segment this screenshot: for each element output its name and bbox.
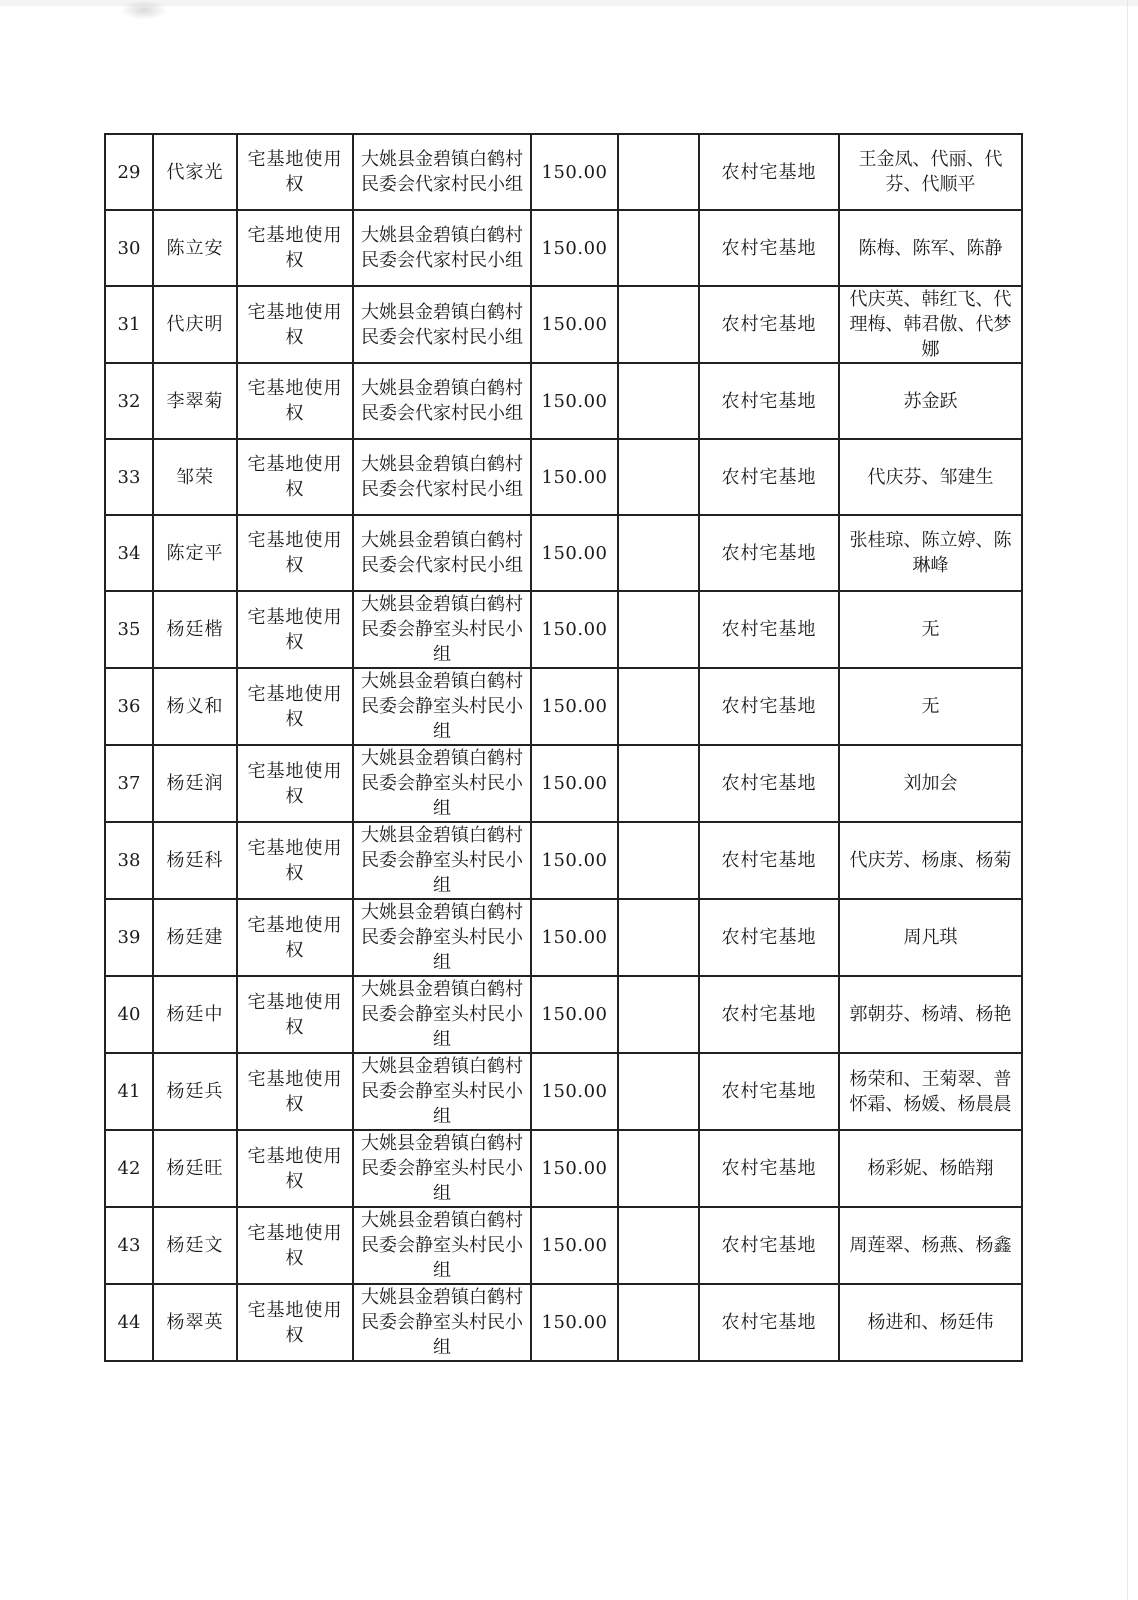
area-cell: 150.00 — [531, 1130, 618, 1207]
location-cell: 大姚县金碧镇白鹤村民委会静室头村民小组 — [353, 1130, 531, 1207]
blank-cell — [618, 1284, 699, 1361]
area-cell: 150.00 — [531, 591, 618, 668]
table-row — [105, 745, 1022, 822]
right-holder-name-cell: 李翠菊 — [153, 363, 237, 439]
blank-cell — [618, 976, 699, 1053]
right-type-cell: 宅基地使用权 — [237, 668, 353, 745]
blank-cell — [618, 591, 699, 668]
location-cell: 大姚县金碧镇白鹤村民委会静室头村民小组 — [353, 591, 531, 668]
table-row — [105, 1207, 1022, 1284]
area-cell: 150.00 — [531, 976, 618, 1053]
row-number-cell: 42 — [105, 1130, 153, 1207]
land-use-cell: 农村宅基地 — [699, 1130, 839, 1207]
right-holder-name-cell: 杨廷润 — [153, 745, 237, 822]
land-use-cell: 农村宅基地 — [699, 1284, 839, 1361]
land-use-cell: 农村宅基地 — [699, 210, 839, 286]
area-cell: 150.00 — [531, 1207, 618, 1284]
table-row — [105, 899, 1022, 976]
location-cell: 大姚县金碧镇白鹤村民委会代家村民小组 — [353, 363, 531, 439]
blank-cell — [618, 134, 699, 210]
location-cell: 大姚县金碧镇白鹤村民委会静室头村民小组 — [353, 976, 531, 1053]
right-holder-name-cell: 杨廷兵 — [153, 1053, 237, 1130]
right-type-cell: 宅基地使用权 — [237, 1130, 353, 1207]
co-holders-cell: 王金凤、代丽、代芬、代顺平 — [839, 134, 1022, 210]
co-holders-cell: 张桂琼、陈立婷、陈琳峰 — [839, 515, 1022, 591]
blank-cell — [618, 286, 699, 363]
row-number-cell: 34 — [105, 515, 153, 591]
location-cell: 大姚县金碧镇白鹤村民委会静室头村民小组 — [353, 1053, 531, 1130]
table-row — [105, 439, 1022, 515]
land-use-cell: 农村宅基地 — [699, 286, 839, 363]
row-number-cell: 41 — [105, 1053, 153, 1130]
area-cell: 150.00 — [531, 363, 618, 439]
blank-cell — [618, 745, 699, 822]
co-holders-cell: 杨进和、杨廷伟 — [839, 1284, 1022, 1361]
right-type-cell: 宅基地使用权 — [237, 286, 353, 363]
blank-cell — [618, 668, 699, 745]
area-cell: 150.00 — [531, 439, 618, 515]
right-holder-name-cell: 代庆明 — [153, 286, 237, 363]
location-cell: 大姚县金碧镇白鹤村民委会静室头村民小组 — [353, 668, 531, 745]
right-type-cell: 宅基地使用权 — [237, 745, 353, 822]
area-cell: 150.00 — [531, 1284, 618, 1361]
location-cell: 大姚县金碧镇白鹤村民委会代家村民小组 — [353, 210, 531, 286]
location-cell: 大姚县金碧镇白鹤村民委会静室头村民小组 — [353, 822, 531, 899]
co-holders-cell: 无 — [839, 668, 1022, 745]
location-cell: 大姚县金碧镇白鹤村民委会代家村民小组 — [353, 286, 531, 363]
table-row — [105, 286, 1022, 363]
co-holders-cell: 周莲翠、杨燕、杨鑫 — [839, 1207, 1022, 1284]
row-number-cell: 43 — [105, 1207, 153, 1284]
table-row — [105, 591, 1022, 668]
table-row — [105, 976, 1022, 1053]
location-cell: 大姚县金碧镇白鹤村民委会静室头村民小组 — [353, 1207, 531, 1284]
location-cell: 大姚县金碧镇白鹤村民委会静室头村民小组 — [353, 899, 531, 976]
right-holder-name-cell: 杨翠英 — [153, 1284, 237, 1361]
row-number-cell: 39 — [105, 899, 153, 976]
co-holders-cell: 陈梅、陈军、陈静 — [839, 210, 1022, 286]
right-holder-name-cell: 代家光 — [153, 134, 237, 210]
area-cell: 150.00 — [531, 1053, 618, 1130]
right-type-cell: 宅基地使用权 — [237, 1207, 353, 1284]
land-use-cell: 农村宅基地 — [699, 591, 839, 668]
location-cell: 大姚县金碧镇白鹤村民委会静室头村民小组 — [353, 1284, 531, 1361]
table-body — [105, 134, 1022, 1361]
co-holders-cell: 周凡琪 — [839, 899, 1022, 976]
row-number-cell: 44 — [105, 1284, 153, 1361]
right-holder-name-cell: 杨廷中 — [153, 976, 237, 1053]
row-number-cell: 32 — [105, 363, 153, 439]
table-row — [105, 134, 1022, 210]
co-holders-cell: 刘加会 — [839, 745, 1022, 822]
right-type-cell: 宅基地使用权 — [237, 1284, 353, 1361]
row-number-cell: 37 — [105, 745, 153, 822]
blank-cell — [618, 210, 699, 286]
right-holder-name-cell: 杨廷文 — [153, 1207, 237, 1284]
row-number-cell: 40 — [105, 976, 153, 1053]
land-use-cell: 农村宅基地 — [699, 822, 839, 899]
land-use-cell: 农村宅基地 — [699, 1053, 839, 1130]
right-holder-name-cell: 杨廷旺 — [153, 1130, 237, 1207]
right-type-cell: 宅基地使用权 — [237, 515, 353, 591]
table-row — [105, 1284, 1022, 1361]
blank-cell — [618, 1053, 699, 1130]
row-number-cell: 33 — [105, 439, 153, 515]
row-number-cell: 35 — [105, 591, 153, 668]
table-row — [105, 668, 1022, 745]
row-number-cell: 29 — [105, 134, 153, 210]
table-row — [105, 1130, 1022, 1207]
co-holders-cell: 杨荣和、王菊翠、普怀霜、杨媛、杨晨晨 — [839, 1053, 1022, 1130]
co-holders-cell: 代庆芳、杨康、杨菊 — [839, 822, 1022, 899]
right-type-cell: 宅基地使用权 — [237, 134, 353, 210]
table-row — [105, 515, 1022, 591]
location-cell: 大姚县金碧镇白鹤村民委会代家村民小组 — [353, 515, 531, 591]
land-use-cell: 农村宅基地 — [699, 668, 839, 745]
land-use-cell: 农村宅基地 — [699, 363, 839, 439]
row-number-cell: 31 — [105, 286, 153, 363]
blank-cell — [618, 363, 699, 439]
co-holders-cell: 苏金跃 — [839, 363, 1022, 439]
right-type-cell: 宅基地使用权 — [237, 591, 353, 668]
blank-cell — [618, 1207, 699, 1284]
land-use-cell: 农村宅基地 — [699, 1207, 839, 1284]
right-type-cell: 宅基地使用权 — [237, 822, 353, 899]
table-row — [105, 210, 1022, 286]
right-holder-name-cell: 杨廷楷 — [153, 591, 237, 668]
right-holder-name-cell: 杨廷科 — [153, 822, 237, 899]
blank-cell — [618, 822, 699, 899]
right-holder-name-cell: 陈定平 — [153, 515, 237, 591]
co-holders-cell: 无 — [839, 591, 1022, 668]
land-use-cell: 农村宅基地 — [699, 976, 839, 1053]
scan-edge-line — [1127, 0, 1128, 1600]
land-use-cell: 农村宅基地 — [699, 439, 839, 515]
right-type-cell: 宅基地使用权 — [237, 439, 353, 515]
area-cell: 150.00 — [531, 668, 618, 745]
right-holder-name-cell: 杨义和 — [153, 668, 237, 745]
blank-cell — [618, 515, 699, 591]
co-holders-cell: 郭朝芬、杨靖、杨艳 — [839, 976, 1022, 1053]
blank-cell — [618, 899, 699, 976]
right-type-cell: 宅基地使用权 — [237, 976, 353, 1053]
area-cell: 150.00 — [531, 745, 618, 822]
co-holders-cell: 代庆英、韩红飞、代理梅、韩君傲、代梦娜 — [839, 286, 1022, 363]
location-cell: 大姚县金碧镇白鹤村民委会代家村民小组 — [353, 134, 531, 210]
land-use-cell: 农村宅基地 — [699, 899, 839, 976]
page-top-band — [0, 0, 1138, 6]
row-number-cell: 30 — [105, 210, 153, 286]
area-cell: 150.00 — [531, 286, 618, 363]
location-cell: 大姚县金碧镇白鹤村民委会静室头村民小组 — [353, 745, 531, 822]
row-number-cell: 36 — [105, 668, 153, 745]
blank-cell — [618, 1130, 699, 1207]
land-use-cell: 农村宅基地 — [699, 745, 839, 822]
area-cell: 150.00 — [531, 210, 618, 286]
right-type-cell: 宅基地使用权 — [237, 899, 353, 976]
area-cell: 150.00 — [531, 822, 618, 899]
right-type-cell: 宅基地使用权 — [237, 210, 353, 286]
area-cell: 150.00 — [531, 134, 618, 210]
area-cell: 150.00 — [531, 899, 618, 976]
table-row — [105, 363, 1022, 439]
area-cell: 150.00 — [531, 515, 618, 591]
right-holder-name-cell: 杨廷建 — [153, 899, 237, 976]
co-holders-cell: 杨彩妮、杨皓翔 — [839, 1130, 1022, 1207]
table-row — [105, 822, 1022, 899]
blank-cell — [618, 439, 699, 515]
location-cell: 大姚县金碧镇白鹤村民委会代家村民小组 — [353, 439, 531, 515]
land-use-cell: 农村宅基地 — [699, 515, 839, 591]
scan-mark — [120, 0, 168, 20]
table-row — [105, 1053, 1022, 1130]
land-use-cell: 农村宅基地 — [699, 134, 839, 210]
co-holders-cell: 代庆芬、邹建生 — [839, 439, 1022, 515]
right-holder-name-cell: 陈立安 — [153, 210, 237, 286]
right-type-cell: 宅基地使用权 — [237, 363, 353, 439]
right-holder-name-cell: 邹荣 — [153, 439, 237, 515]
row-number-cell: 38 — [105, 822, 153, 899]
right-type-cell: 宅基地使用权 — [237, 1053, 353, 1130]
homestead-registration-table — [104, 133, 1023, 1362]
